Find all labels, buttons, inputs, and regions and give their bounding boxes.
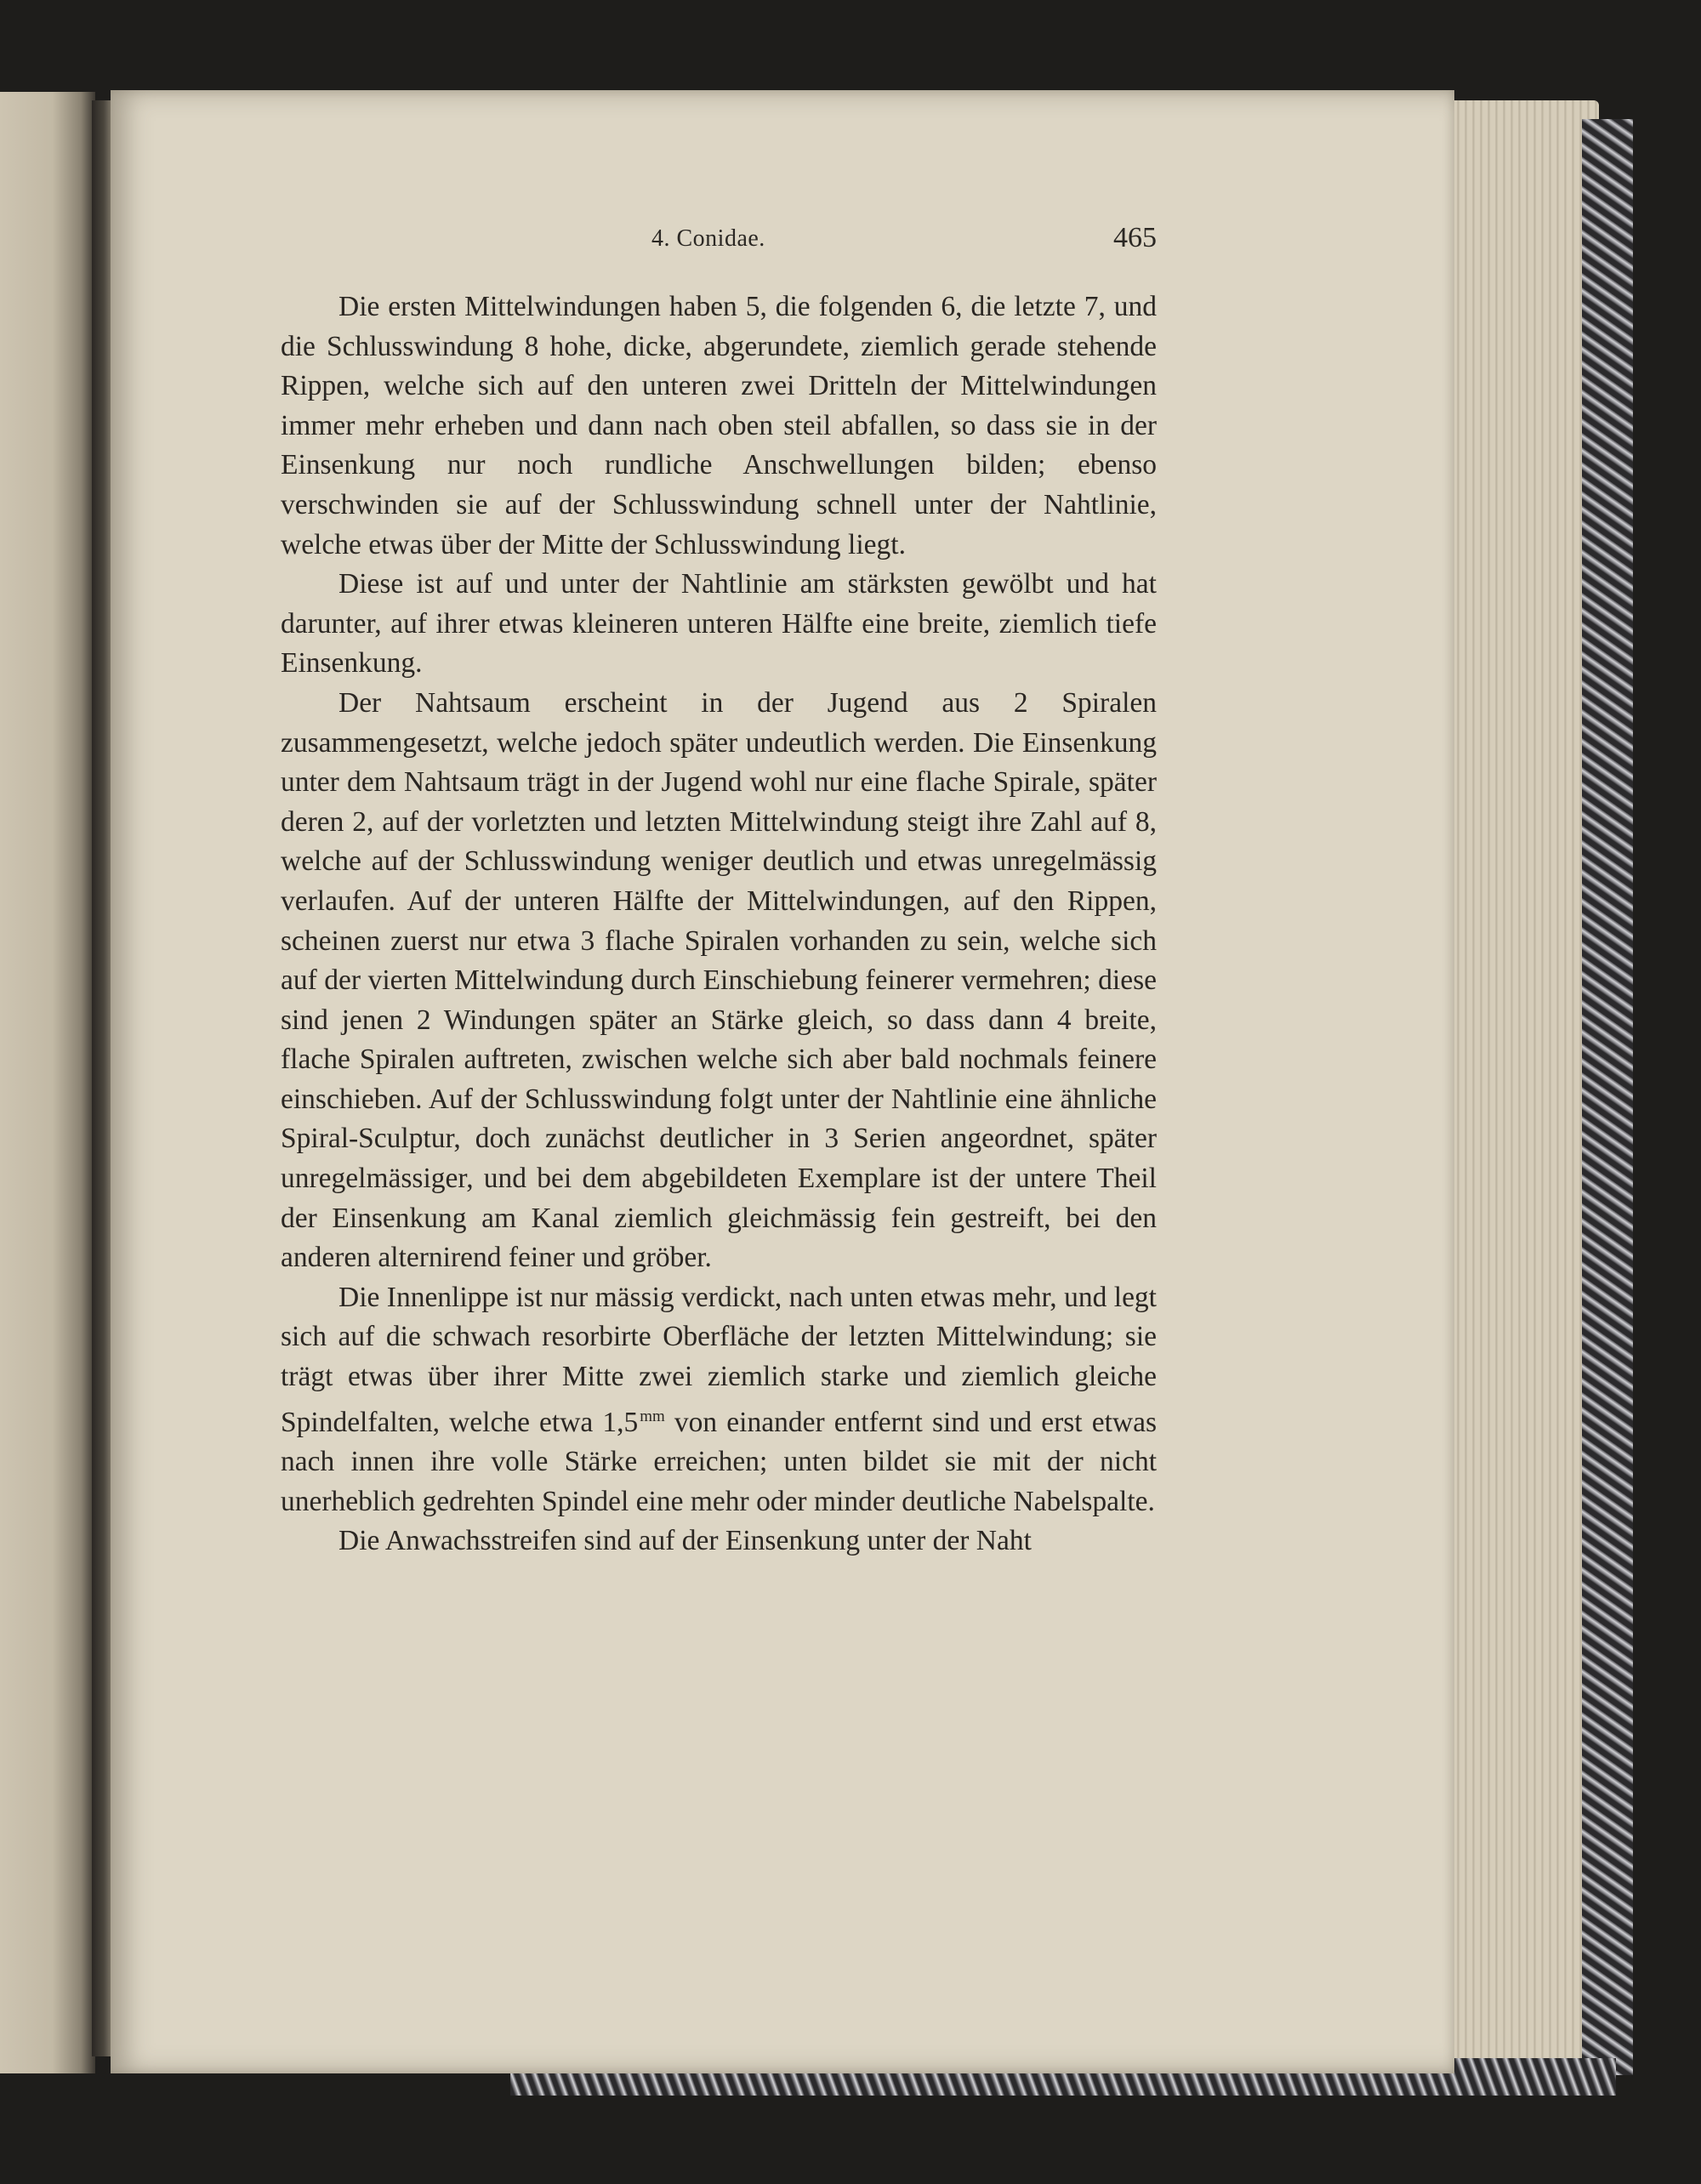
left-page-edge <box>0 92 95 2073</box>
paragraph-4-text-before: Die Innenlippe ist nur mässig verdickt, nach unten etwas mehr, und legt sich auf die schwach resorbirte Oberfläche der letzten Mittelwindung; sie trägt etwas über ihrer Mitte zwei ziemlich starke und ziemlich gleiche Spindelfalten, welche etwa 1,5 <box>281 1281 1157 1438</box>
paragraph-2: Diese ist auf und unter der Nahtlinie am stärksten gewölbt und hat darunter, auf ihrer etwas kleineren unteren Hälfte eine breite, ziemlich tiefe Einsenkung. <box>281 568 1157 680</box>
page-header <box>170 222 1157 276</box>
paragraph-1: Die ersten Mittelwindungen haben 5, die folgenden 6, die letzte 7, und die Schlusswindung 8 hohe, dicke, abgerundete, ziemlich gerade stehende Rippen, welche sich auf den unteren zwei Dritteln der Mittelwindungen immer mehr erheben und dann nach oben steil abfallen, so dass sie in der Einsenkung nur noch rundliche Anschwellungen bilden; ebenso verschwinden sie auf der Schlusswindung schnell unter der Nahtlinie, welche etwas über der Mitte der Schlusswindung liegt. <box>281 291 1157 560</box>
page-edges <box>1437 100 1599 2082</box>
paragraph-3: Der Nahtsaum erscheint in der Jugend aus 2 Spiralen zusammengesetzt, welche jedoch später undeutlich werden. Die Einsenkung unter dem Nahtsaum trägt in der Jugend wohl nur eine flache Spirale, später deren 2, auf der vorletzten und letzten Mittelwindung steigt ihre Zahl auf 8, welche auf der Schlusswindung weniger deutlich und etwas unregelmässig verlaufen. Auf der unteren Hälfte der Mittelwindungen, auf den Rippen, scheinen zuerst nur etwa 3 flache Spiralen vorhanden zu sein, welche sich auf der vierten Mittelwindung durch Einschiebung feinerer vermehren; diese sind jenen 2 Windungen später an Stärke gleich, so dass dann 4 breite, flache Spiralen auftreten, zwischen welche sich aber bald nochmals feinere einschieben. Auf der Schlusswindung folgt unter der Nahtlinie eine ähnliche Spiral-Sculptur, doch zunächst deutlicher in 3 Serien angeordnet, später unregelmässiger, und bei dem abgebildeten Exemplare ist der untere Theil der Einsenkung am Kanal ziemlich gleichmässig fein gestreift, bei den anderen alternirend feiner und gröber. <box>281 686 1157 1274</box>
paragraph-5: Die Anwachsstreifen sind auf der Einsenkung unter der Naht <box>338 1525 1032 1557</box>
paragraph-4 <box>281 1278 1157 1522</box>
paragraph-4-text-after: von einander entfernt sind und erst etwas nach innen ihre volle Stärke erreichen; unten bildet sie mit der nicht unerheblich gedrehten Spindel eine mehr oder minder deutliche Nabelspalte. <box>281 1406 1157 1517</box>
unit-superscript: mm <box>640 1407 665 1425</box>
body-text <box>281 287 1157 1561</box>
page-number: 465 <box>1113 222 1157 253</box>
marbled-cover-edge <box>1582 119 1633 2075</box>
running-head: 4. Conidae. <box>651 225 765 252</box>
